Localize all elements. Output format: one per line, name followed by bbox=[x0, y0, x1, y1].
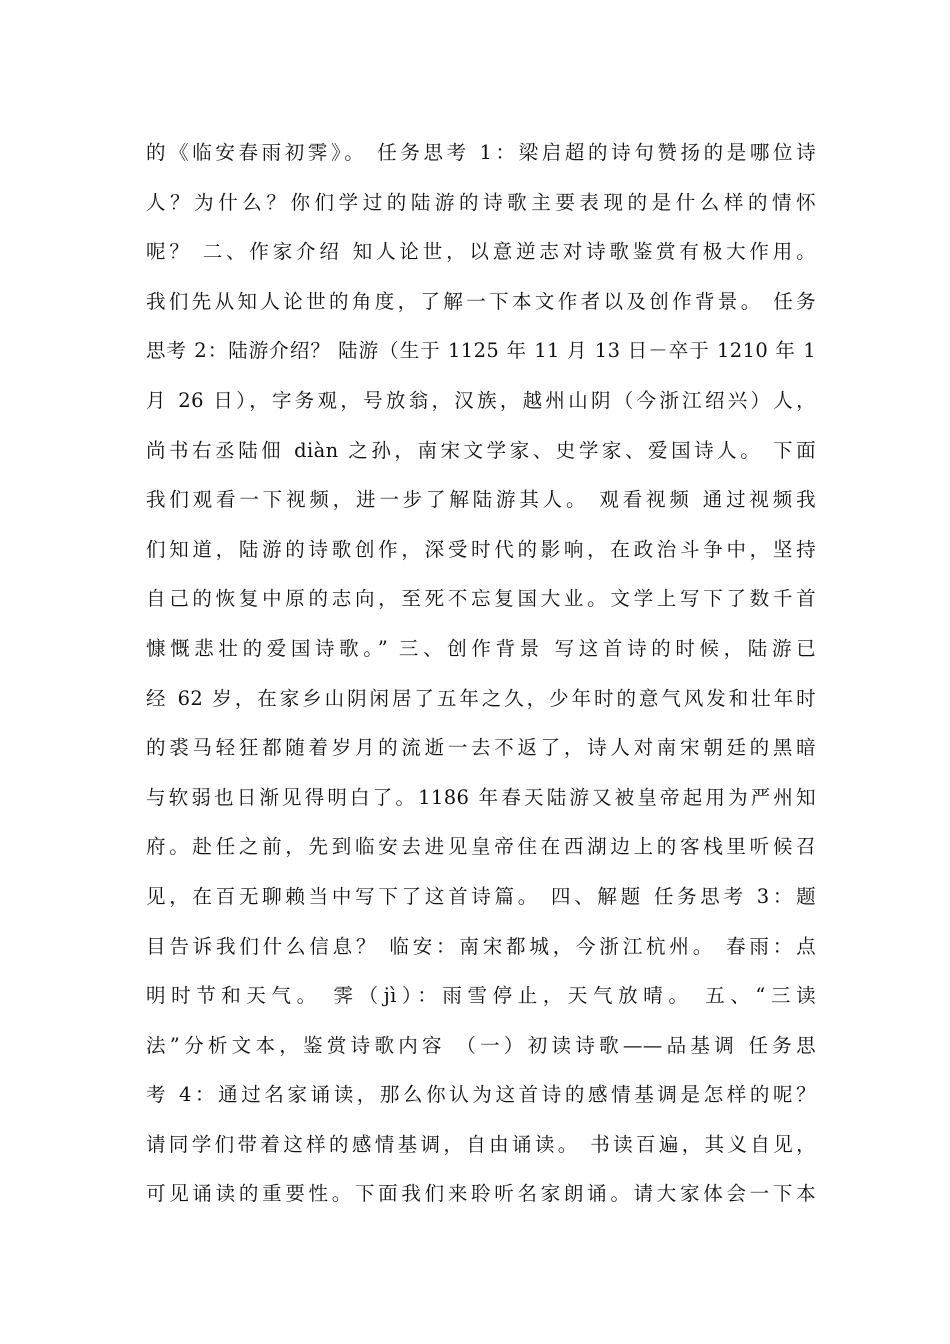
text-line: 请同学们带着这样的感情基调，自由诵读。 书读百遍，其义自见， bbox=[146, 1132, 816, 1156]
text-line: 见，在百无聊赖当中写下了这首诗篇。 四、解题 任务思考 3：题 bbox=[146, 884, 816, 908]
text-line: 的裘马轻狂都随着岁月的流逝一去不返了，诗人对南宋朝廷的黑暗 bbox=[146, 736, 816, 760]
text-line: 府。赴任之前，先到临安去进见皇帝住在西湖边上的客栈里听候召 bbox=[146, 835, 816, 859]
text-line: 慷慨悲壮的爱国诗歌。” 三、创作背景 写这首诗的时候，陆游已 bbox=[146, 636, 816, 660]
text-line: 目告诉我们什么信息？ 临安：南宋都城，今浙江杭州。 春雨：点 bbox=[146, 934, 816, 958]
body-text bbox=[146, 132, 816, 1223]
text-line: 月 26 日），字务观，号放翁，汉族，越州山阴（今浙江绍兴）人， bbox=[146, 388, 816, 412]
text-line: 们知道，陆游的诗歌创作，深受时代的影响，在政治斗争中，坚持 bbox=[146, 537, 816, 561]
text-line: 可见诵读的重要性。下面我们来聆听名家朗诵。请大家体会一下本 bbox=[146, 1182, 816, 1206]
text-line: 的《临安春雨初霁》。 任务思考 1：梁启超的诗句赞扬的是哪位诗 bbox=[146, 141, 816, 164]
text-line: 法”分析文本，鉴赏诗歌内容 （一）初读诗歌——品基调 任务思 bbox=[146, 1033, 816, 1057]
text-line: 经 62 岁，在家乡山阴闲居了五年之久，少年时的意气风发和壮年时 bbox=[146, 686, 816, 710]
text-line: 我们先从知人论世的角度，了解一下本文作者以及创作背景。 任务 bbox=[146, 289, 816, 313]
text-line: 呢？ 二、作家介绍 知人论世，以意逆志对诗歌鉴赏有极大作用。 bbox=[146, 240, 816, 264]
text-line: 与软弱也日渐见得明白了。1186 年春天陆游又被皇帝起用为严州知 bbox=[146, 785, 816, 809]
text-line: 尚书右丞陆佃 diàn 之孙，南宋文学家、史学家、爱国诗人。 下面 bbox=[146, 438, 816, 462]
text-line: 思考 2：陆游介绍？ 陆游（生于 1125 年 11 月 13 日－卒于 1210 年 1 bbox=[146, 339, 816, 363]
text-line: 自己的恢复中原的志向，至死不忘复国大业。文学上写下了数千首 bbox=[146, 587, 816, 611]
text-line: 人？为什么？你们学过的陆游的诗歌主要表现的是什么样的情怀 bbox=[146, 190, 816, 214]
text-line: 我们观看一下视频，进一步了解陆游其人。 观看视频 通过视频我 bbox=[146, 488, 816, 512]
text-line: 考 4：通过名家诵读，那么你认为这首诗的感情基调是怎样的呢？ bbox=[146, 1083, 816, 1107]
text-line: 明时节和天气。 霁（jì）：雨雪停止，天气放晴。 五、“三读 bbox=[146, 984, 816, 1008]
